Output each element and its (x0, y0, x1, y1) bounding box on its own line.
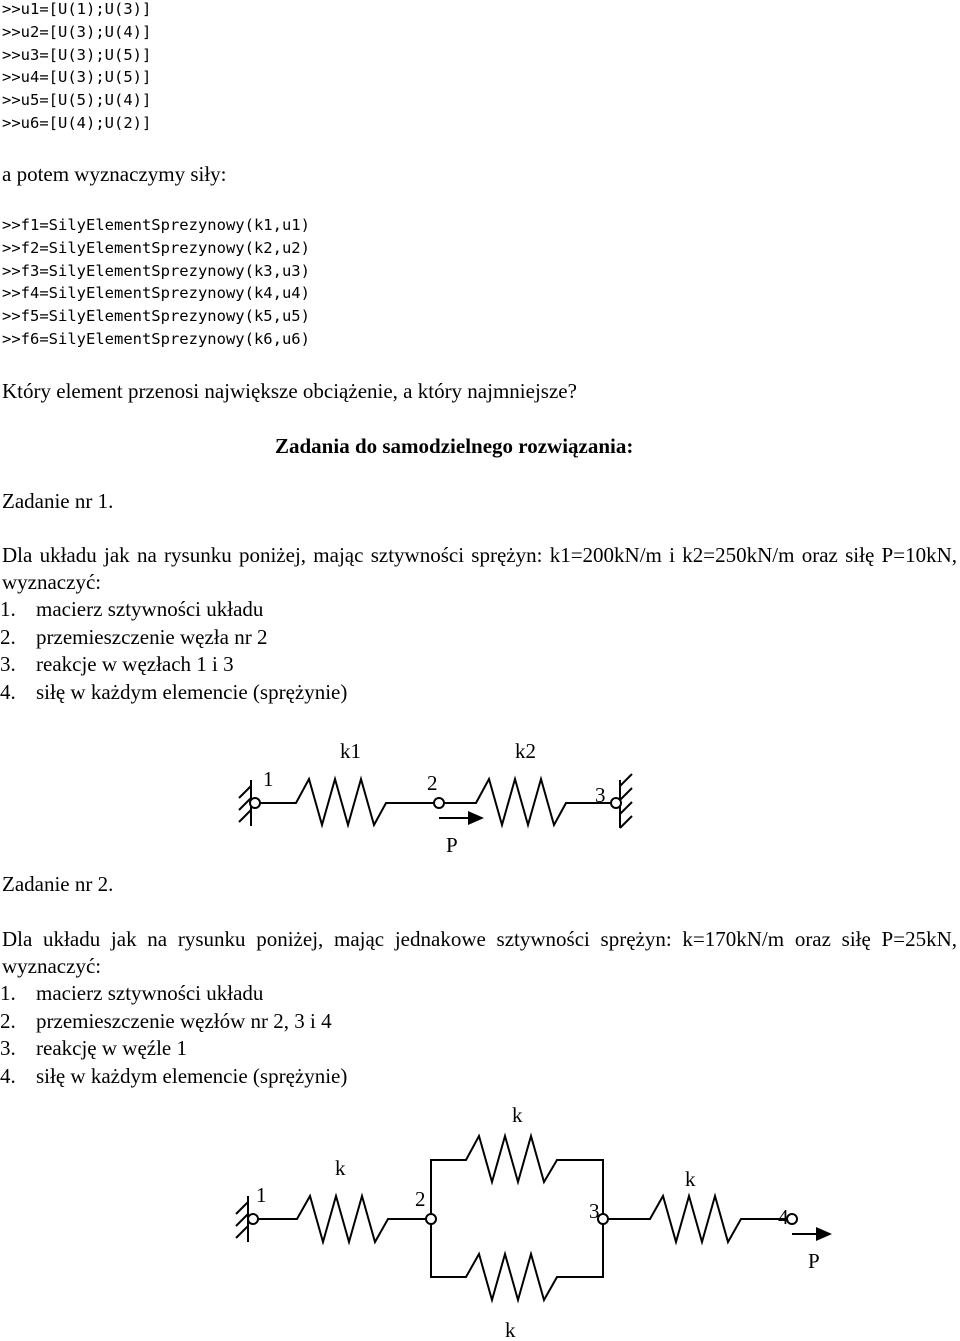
task2-spring-diagram (0, 1095, 960, 1341)
list-item-number: 2. (0, 624, 16, 649)
node-label-1: 1 (256, 1183, 267, 1207)
code-block-forces (2, 214, 310, 351)
code-line: >>f6=SilyElementSprezynowy(k6,u6) (2, 329, 310, 348)
list-item-number: 3. (0, 1036, 16, 1060)
list-item (0, 1063, 348, 1091)
code-block-displacements (2, 0, 151, 135)
list-item-text: reakcje w węzłach 1 i 3 (36, 652, 234, 676)
task1-label: Zadanie nr 1. (2, 489, 114, 513)
spring-top (431, 1136, 603, 1219)
spring-3-4 (608, 1196, 787, 1242)
list-item-number: 4. (0, 1063, 16, 1088)
wall-hatch (236, 1202, 248, 1238)
spring-label-1-2: k (335, 1156, 346, 1180)
node-4-circle (787, 1214, 797, 1224)
task1-spring-diagram (0, 720, 960, 870)
task1-description: Dla układu jak na rysunku poniżej, mając sztywności sprężyn: k1=200kN/m i k2=250kN/m oraz siłę P=10kN, wyznaczyć: (2, 543, 957, 594)
node-label-3: 3 (595, 783, 606, 807)
list-item-text: macierz sztywności układu (36, 597, 264, 621)
list-item-number: 3. (0, 652, 16, 676)
list-item (0, 651, 347, 679)
spring-k1 (259, 779, 434, 825)
code-line: >>u5=[U(5);U(4)] (2, 91, 152, 110)
code-line: >>u6=[U(4);U(2)] (2, 113, 152, 132)
task2-list (0, 980, 348, 1090)
code-line: >>f4=SilyElementSprezynowy(k4,u4) (2, 284, 310, 303)
node-2-circle (434, 798, 444, 808)
code-line: >>f5=SilyElementSprezynowy(k5,u5) (2, 307, 310, 326)
spring-label-k1: k1 (340, 739, 361, 763)
node-2-circle (426, 1214, 436, 1224)
list-item-text: siłę w każdym elemencie (sprężynie) (36, 1063, 348, 1088)
force-arrowhead (468, 811, 484, 825)
node-label-4: 4 (778, 1205, 789, 1229)
list-item (0, 679, 348, 707)
list-item-number: 4. (0, 679, 16, 704)
list-item (0, 1035, 347, 1063)
spring-label-k2: k2 (515, 739, 536, 763)
question-text: Który element przenosi największe obciążenie, a który najmniejsze? (2, 379, 577, 403)
list-item-text: przemieszczenie węzłów nr 2, 3 i 4 (36, 1008, 332, 1033)
spring-1-2 (258, 1196, 426, 1242)
list-item (0, 980, 347, 1008)
list-item-number: 1. (0, 597, 16, 621)
code-line: >>u4=[U(3);U(5)] (2, 68, 152, 87)
code-line: >>u3=[U(3);U(5)] (2, 45, 152, 64)
list-item-text: przemieszczenie węzła nr 2 (36, 624, 268, 649)
list-item (0, 1008, 347, 1036)
node-label-1: 1 (263, 767, 274, 791)
node-label-2: 2 (415, 1187, 426, 1211)
list-item (0, 624, 347, 652)
task2-description: Dla układu jak na rysunku poniżej, mając jednakowe sztywności sprężyn: k=170kN/m oraz siłę P=25kN, wyznaczyć: (2, 927, 957, 978)
spring-label-bottom: k (505, 1318, 516, 1341)
node-3-circle (598, 1214, 608, 1224)
force-arrowhead (816, 1227, 832, 1241)
node-3-circle (611, 798, 621, 808)
code-line: >>f1=SilyElementSprezynowy(k1,u1) (2, 216, 310, 234)
spring-bottom (431, 1219, 603, 1300)
code-line: >>f2=SilyElementSprezynowy(k2,u2) (2, 238, 310, 257)
list-item-text: siłę w każdym elemencie (sprężynie) (36, 679, 348, 704)
list-item (0, 596, 347, 624)
force-label: P (446, 833, 458, 857)
list-item-number: 1. (0, 981, 16, 1005)
node-1-circle (248, 1214, 258, 1224)
code-line: >>f3=SilyElementSprezynowy(k3,u3) (2, 261, 310, 280)
code-line: >>u2=[U(3);U(4)] (2, 22, 152, 41)
list-item-text: macierz sztywności układu (36, 981, 264, 1005)
force-label: P (808, 1249, 820, 1273)
section-heading: Zadania do samodzielnego rozwiązania: (275, 434, 634, 458)
forces-intro-text: a potem wyznaczymy siły: (2, 162, 227, 186)
spring-label-top: k (512, 1103, 523, 1127)
list-item-number: 2. (0, 1008, 16, 1033)
wall-hatch (620, 774, 632, 828)
node-label-3: 3 (589, 1199, 600, 1223)
list-item-text: reakcję w węźle 1 (36, 1036, 187, 1060)
task1-list (0, 596, 348, 706)
code-line: >>u1=[U(1);U(3)] (2, 0, 152, 18)
spring-label-3-4: k (685, 1167, 696, 1191)
node-label-2: 2 (427, 771, 438, 795)
task2-label: Zadanie nr 2. (2, 872, 114, 896)
node-1-circle (250, 798, 260, 808)
